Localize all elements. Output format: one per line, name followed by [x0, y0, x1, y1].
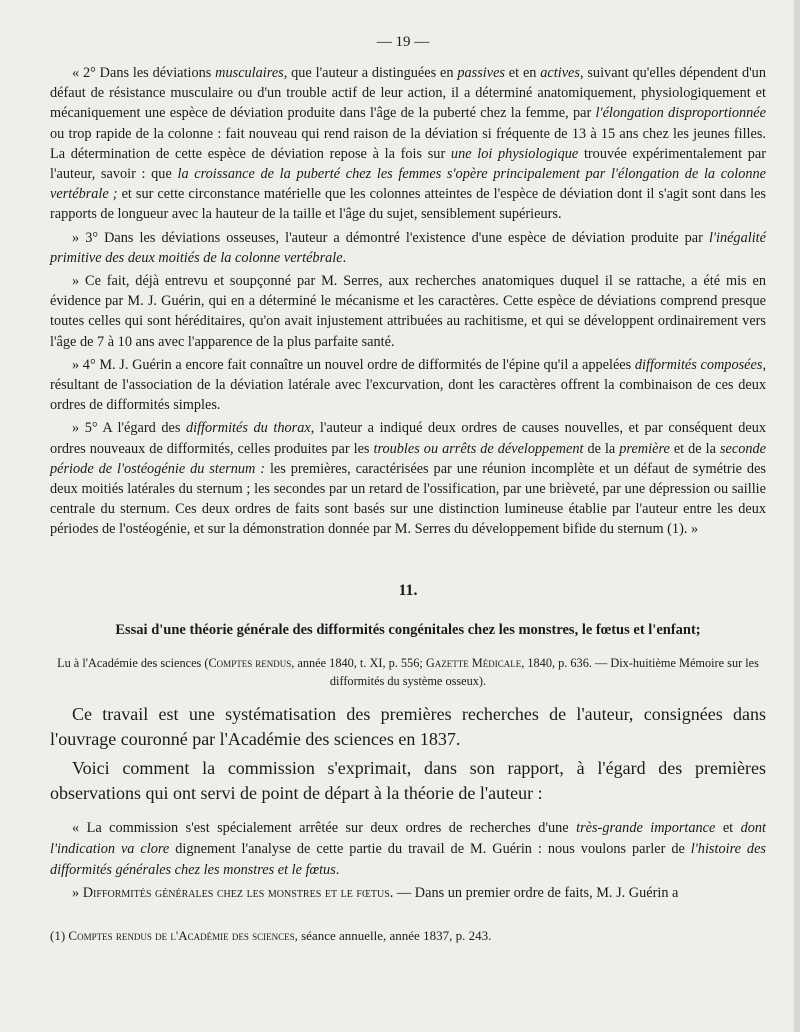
paragraph-osseous-deviations: » 3° Dans les déviations osseuses, l'auteur a démontré l'existence d'une espèce de déviation produite par l'inégalité primitive des deux moitiés de la colonne vertébrale.	[50, 229, 766, 266]
paragraph-thorax: » 5° A l'égard des difformités du thorax, l'auteur a indiqué deux ordres de causes nouvelles, et par conséquent deux ordres nouveaux de difformités, celles produites par les troubles ou arrêts de développement de la première et de la seconde période de l'ostéogénie du sternum : les premières, caractérisées par une réunion incomplète et un défaut de symétrie des deux moitiés latérales du sternum ; les secondes par un retard de l'ossification, par une brièveté, par une dépression ou saillie centrale du sternum. Ces deux ordres de faits sont basés sur une distinction lumineuse établie par l'auteur entre les deux périodes de l'ostéogénie, et sur la démonstration donnée par M. Serres du développement bifide du sternum (1). »	[50, 420, 766, 538]
section-source: Lu à l'Académie des sciences (Comptes rendus, année 1840, t. XI, p. 556; Gazette Médicale, 1840, p. 636. — Dix-huitième Mémoire sur les difformités du système osseux).	[57, 655, 759, 688]
quote-commission: « La commission s'est spécialement arrêtée sur deux ordres de recherches d'une très-grande importance et dont l'indication va clore dignement l'analyse de cette partie du travail de M. Guérin : nous voulons parler de l'histoire des difformités générales chez les monstres et le fœtus.	[50, 819, 767, 878]
section-number: 11.	[398, 581, 418, 599]
page-edge	[794, 0, 800, 1032]
page-number: — 19 —	[376, 34, 430, 50]
quote-general-deformities: » Difformités générales chez les monstres et le fœtus. — Dans un premier ordre de faits, M. J. Guérin a	[72, 884, 679, 901]
paragraph-composed-deformities: » 4° M. J. Guérin a encore fait connaître un nouvel ordre de difformités de l'épine qu'il a appelées difformités composées, résultant de l'association de la déviation latérale avec l'excurvation, dont les caractères offrent la combinaison de ces deux ordres de difformités simples.	[50, 356, 767, 414]
section-title: Essai d'une théorie générale des difformités congénitales chez les monstres, le fœtus et l'enfant;	[115, 621, 701, 638]
paragraph-muscular-deviations: « 2° Dans les déviations musculaires, que l'auteur a distinguées en passives et en actives, suivant qu'elles dépendent d'un défaut de résistance musculaire ou d'un trouble actif de leur action, il a déterminé anatomiquement, physiologiquement et mécaniquement une espèce de déviation produite dans l'âge de la puberté chez la femme, par l'élongation disproportionnée ou trop rapide de la colonne : fait nouveau qui rend raison de la déviation si fréquente de 13 à 15 ans chez les jeunes filles. La détermination de cette espèce de déviation repose à la fois sur une loi physiologique trouvée expérimentalement par l'auteur, savoir : que la croissance de la puberté chez les femmes s'opère principalement par l'élongation de la colonne vertébrale ; et sur cette circonstance matérielle que les colonnes atteintes de l'espèce de déviation dont il s'agit sont dans les rapports de longueur avec la hauteur de la taille et l'âge du sujet, sensiblement supérieurs.	[50, 65, 767, 223]
paragraph-serres: » Ce fait, déjà entrevu et soupçonné par M. Serres, aux recherches anatomiques duquel il se rattache, a été mis en évidence par M. J. Guérin, qui en a déterminé le mécanisme et les caractères. Cette espèce de déviations comprend presque toutes celles qui sont héréditaires, qu'on avait injustement attribuées au rachitisme, et qui se développent ordinairement vers l'âge de 7 à 10 ans avec l'apparence de la plus parfaite santé.	[50, 273, 766, 350]
body-paragraph-systematisation: Ce travail est une systématisation des premières recherches de l'auteur, consignées dans l'ouvrage couronné par l'Académie des sciences en 1837.	[50, 703, 766, 749]
body-paragraph-commission: Voici comment la commission s'exprimait, dans son rapport, à l'égard des premières observations qui ont servi de point de départ à la théorie de l'auteur :	[50, 757, 766, 803]
footnote: (1) Comptes rendus de l'Académie des sciences, séance annuelle, année 1837, p. 243.	[50, 927, 492, 943]
